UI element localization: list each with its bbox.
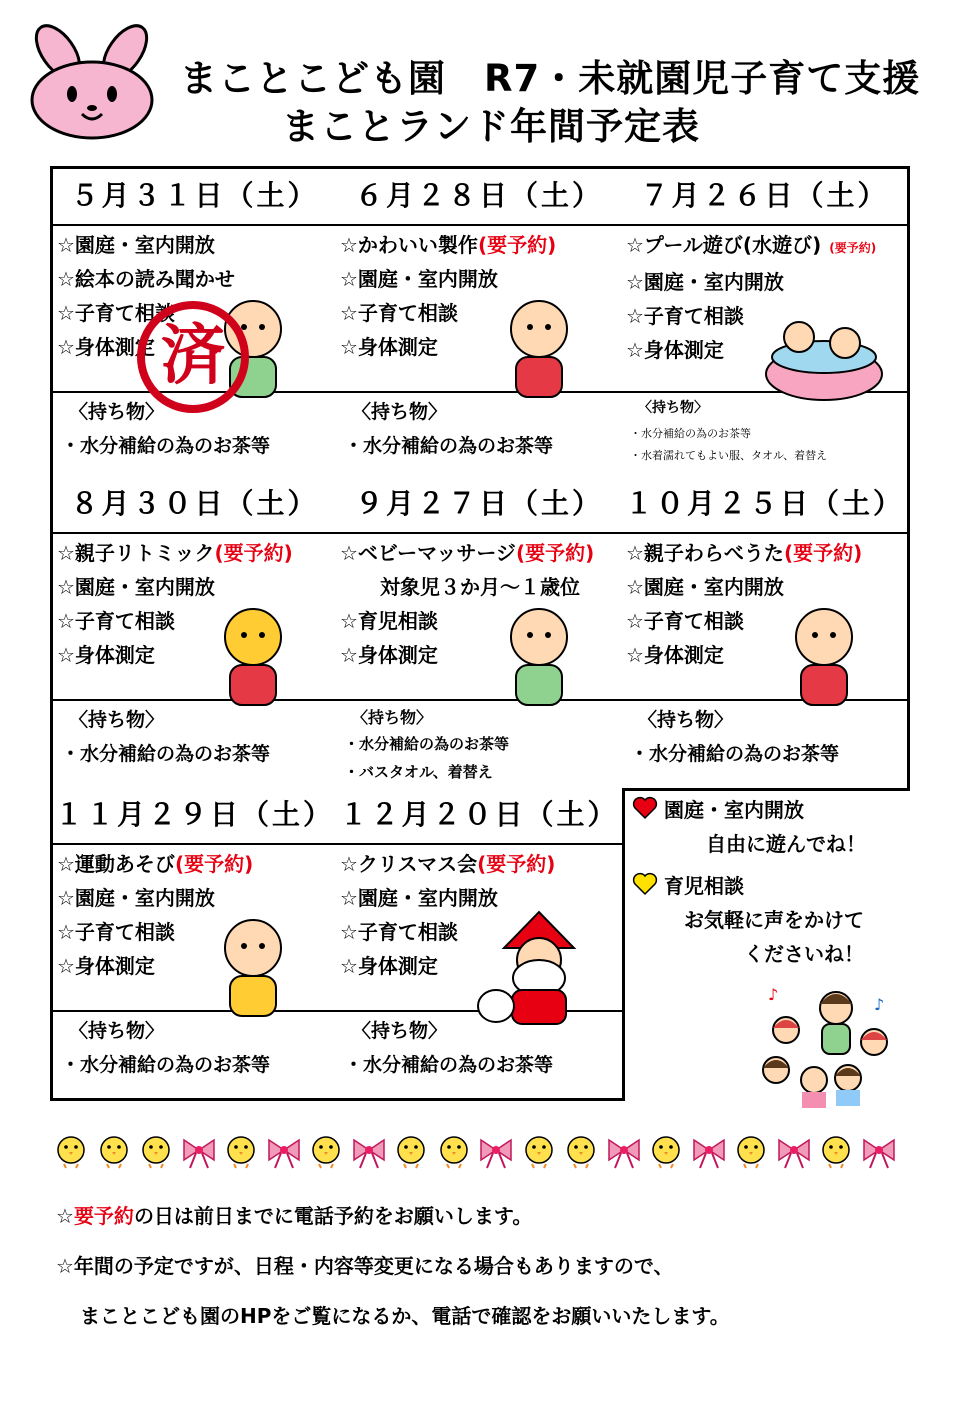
event-activity <box>53 847 336 881</box>
activity-text: ☆身体測定 <box>57 335 155 359</box>
note-reservation-highlight: 要予約 <box>73 1204 134 1228</box>
ribbon-icon <box>690 1132 728 1170</box>
event-activity <box>622 638 907 672</box>
decorative-border <box>52 1132 912 1172</box>
chick-icon <box>817 1132 855 1170</box>
reservation-required-label: (要予約) <box>829 241 877 255</box>
ribbon-icon <box>350 1132 388 1170</box>
activity-text: ☆絵本の読み聞かせ <box>57 267 235 291</box>
event-activity-list <box>53 845 336 983</box>
chick-icon <box>137 1132 175 1170</box>
event-activity <box>336 296 622 330</box>
activity-text: ☆身体測定 <box>626 643 724 667</box>
event-activity <box>622 333 907 367</box>
activity-text: ☆園庭・室内開放 <box>57 575 215 599</box>
reservation-required-label: (要予約) <box>515 541 595 565</box>
bring-item: ・水分補給の為のお茶等 <box>630 427 751 440</box>
event-date: ６月２８日（土） <box>336 169 622 226</box>
event-date: ５月３１日（土） <box>53 169 336 226</box>
event-date: ８月３０日（土） <box>53 477 336 534</box>
chick-icon <box>307 1132 345 1170</box>
event-activity <box>622 299 907 333</box>
event-activity <box>336 570 622 604</box>
event-activity <box>53 262 336 296</box>
activity-text: ☆身体測定 <box>57 954 155 978</box>
event-activity <box>336 330 622 364</box>
event-cell <box>336 477 625 791</box>
chick-icon <box>562 1132 600 1170</box>
activity-text: ☆プール遊び(水遊び) <box>626 233 822 257</box>
event-activity <box>336 881 622 915</box>
activity-text: ☆身体測定 <box>340 954 438 978</box>
activity-text: ☆ベビーマッサージ <box>340 541 516 565</box>
ribbon-icon <box>265 1132 303 1170</box>
bring-items-label: 〈持ち物〉 <box>69 1020 165 1042</box>
activity-text: ☆身体測定 <box>626 338 724 362</box>
bring-items-label: 〈持ち物〉 <box>638 400 708 416</box>
event-activity <box>336 228 622 262</box>
event-activity <box>622 536 907 570</box>
chick-icon <box>435 1132 473 1170</box>
event-cell <box>50 788 339 1101</box>
event-activity <box>336 915 622 949</box>
yellow-heart-icon <box>632 872 658 896</box>
chick-icon <box>52 1132 90 1170</box>
activity-text: ☆子育て相談 <box>57 609 175 633</box>
page-subtitle: まことランド年間予定表 <box>282 105 700 148</box>
note-star: ☆ <box>56 1204 74 1228</box>
event-cell <box>622 166 910 480</box>
activity-text: ☆園庭・室内開放 <box>57 233 215 257</box>
reservation-required-label: (要予約) <box>214 541 293 565</box>
note-schedule-change: ☆年間の予定ですが、日程・内容等変更になる場合もありますので、 <box>56 1254 674 1278</box>
event-activity <box>53 228 336 262</box>
activity-text: ☆園庭・室内開放 <box>626 575 784 599</box>
event-activity <box>336 847 622 881</box>
event-date: ９月２７日（土） <box>336 477 622 534</box>
event-date: １２月２０日（土） <box>336 788 622 845</box>
children-singing-illustration <box>756 980 896 1110</box>
note-reservation <box>56 1200 532 1229</box>
event-activity-list <box>336 845 622 983</box>
event-cell <box>50 477 339 791</box>
bring-items-label: 〈持ち物〉 <box>638 709 734 731</box>
activity-text: ☆園庭・室内開放 <box>340 886 498 910</box>
event-activity <box>336 949 622 983</box>
activity-text: ☆園庭・室内開放 <box>626 270 784 294</box>
event-activity <box>53 570 336 604</box>
bring-item: ・水分補給の為のお茶等 <box>344 735 510 753</box>
bring-items-label: 〈持ち物〉 <box>69 709 165 731</box>
event-activity <box>53 881 336 915</box>
ribbon-icon <box>477 1132 515 1170</box>
chick-icon <box>732 1132 770 1170</box>
activity-text: ☆親子リトミック <box>57 541 215 565</box>
side-consult-text1: お気軽に声をかけて <box>684 908 864 932</box>
event-activity-list <box>336 534 622 672</box>
activity-text: ☆園庭・室内開放 <box>57 886 215 910</box>
activity-text: ☆子育て相談 <box>626 609 744 633</box>
activity-text: 対象児３か月～１歳位 <box>340 575 580 599</box>
reservation-required-label: (要予約) <box>477 852 556 876</box>
activity-text: ☆子育て相談 <box>340 920 458 944</box>
bring-items-label: 〈持ち物〉 <box>352 1020 448 1042</box>
activity-text: ☆子育て相談 <box>57 301 175 325</box>
rabbit-logo-icon <box>10 22 170 142</box>
chick-icon <box>222 1132 260 1170</box>
ribbon-icon <box>180 1132 218 1170</box>
bring-item: ・水分補給の為のお茶等 <box>344 1054 554 1076</box>
bring-item: ・水分補給の為のお茶等 <box>61 435 271 457</box>
ribbon-icon <box>775 1132 813 1170</box>
bring-item: ・バスタオル、着替え <box>344 763 493 781</box>
event-activity <box>53 949 336 983</box>
event-activity <box>622 228 907 265</box>
event-activity <box>622 265 907 299</box>
bring-item: ・水分補給の為のお茶等 <box>61 743 271 765</box>
note-reservation-text: の日は前日までに電話予約をお願いします。 <box>133 1204 533 1228</box>
event-date: １１月２９日（土） <box>53 788 336 845</box>
event-activity <box>53 536 336 570</box>
done-stamp: 済 <box>137 301 249 413</box>
side-open-text: 自由に遊んでね！ <box>706 832 866 856</box>
side-consult-text2: くださいね！ <box>744 942 864 966</box>
activity-text: ☆身体測定 <box>340 335 438 359</box>
ribbon-icon <box>605 1132 643 1170</box>
event-activity-list <box>622 534 907 672</box>
bring-item: ・水分補給の為のお茶等 <box>630 743 840 765</box>
activity-text: ☆かわいい製作 <box>340 233 478 257</box>
red-heart-icon <box>632 796 658 820</box>
event-activity <box>53 638 336 672</box>
svg-text:♪: ♪ <box>874 995 885 1014</box>
activity-text: ☆クリスマス会 <box>340 852 478 876</box>
svg-text:♪: ♪ <box>768 985 779 1004</box>
reservation-required-label: (要予約) <box>477 233 557 257</box>
event-cell <box>50 166 339 480</box>
bring-items-label: 〈持ち物〉 <box>352 708 433 727</box>
event-activity-list <box>622 226 907 367</box>
note-check-hp: まことこども園のHPをご覧になるか、電話で確認をお願いいたします。 <box>80 1304 730 1328</box>
event-cell <box>336 166 625 480</box>
event-date: １０月２５日（土） <box>622 477 907 534</box>
activity-text: ☆子育て相談 <box>340 301 458 325</box>
event-activity-list <box>336 226 622 364</box>
activity-text: ☆運動あそび <box>57 852 175 876</box>
event-activity <box>336 262 622 296</box>
activity-text: ☆子育て相談 <box>626 304 744 328</box>
event-activity <box>336 536 622 570</box>
event-activity <box>336 638 622 672</box>
activity-text: ☆子育て相談 <box>57 920 175 944</box>
ribbon-icon <box>860 1132 898 1170</box>
activity-text: ☆身体測定 <box>57 643 155 667</box>
event-activity <box>53 915 336 949</box>
reservation-required-label: (要予約) <box>783 541 863 565</box>
chick-icon <box>647 1132 685 1170</box>
activity-text: ☆親子わらべうた <box>626 541 784 565</box>
event-activity <box>336 604 622 638</box>
activity-text: ☆園庭・室内開放 <box>340 267 498 291</box>
event-activity <box>53 604 336 638</box>
bring-items-label: 〈持ち物〉 <box>69 401 165 423</box>
bring-item: ・水分補給の為のお茶等 <box>61 1054 271 1076</box>
event-date: ７月２６日（土） <box>622 169 907 226</box>
event-cell <box>336 788 625 1101</box>
side-open-title: 園庭・室内開放 <box>664 798 804 822</box>
event-cell <box>622 477 910 791</box>
activity-text: ☆身体測定 <box>340 643 438 667</box>
bring-item: ・水着濡れてもよい服、タオル、着替え <box>630 449 828 462</box>
side-consult-title: 育児相談 <box>664 874 744 898</box>
bring-item: ・水分補給の為のお茶等 <box>344 435 554 457</box>
chick-icon <box>392 1132 430 1170</box>
page-title: まことこども園 R7・未就園児子育て支援 <box>180 57 921 100</box>
event-activity-list <box>53 534 336 672</box>
chick-icon <box>95 1132 133 1170</box>
event-activity <box>622 604 907 638</box>
bring-items-label: 〈持ち物〉 <box>352 401 448 423</box>
reservation-required-label: (要予約) <box>174 852 254 876</box>
activity-text: ☆育児相談 <box>340 609 438 633</box>
chick-icon <box>520 1132 558 1170</box>
event-activity <box>622 570 907 604</box>
